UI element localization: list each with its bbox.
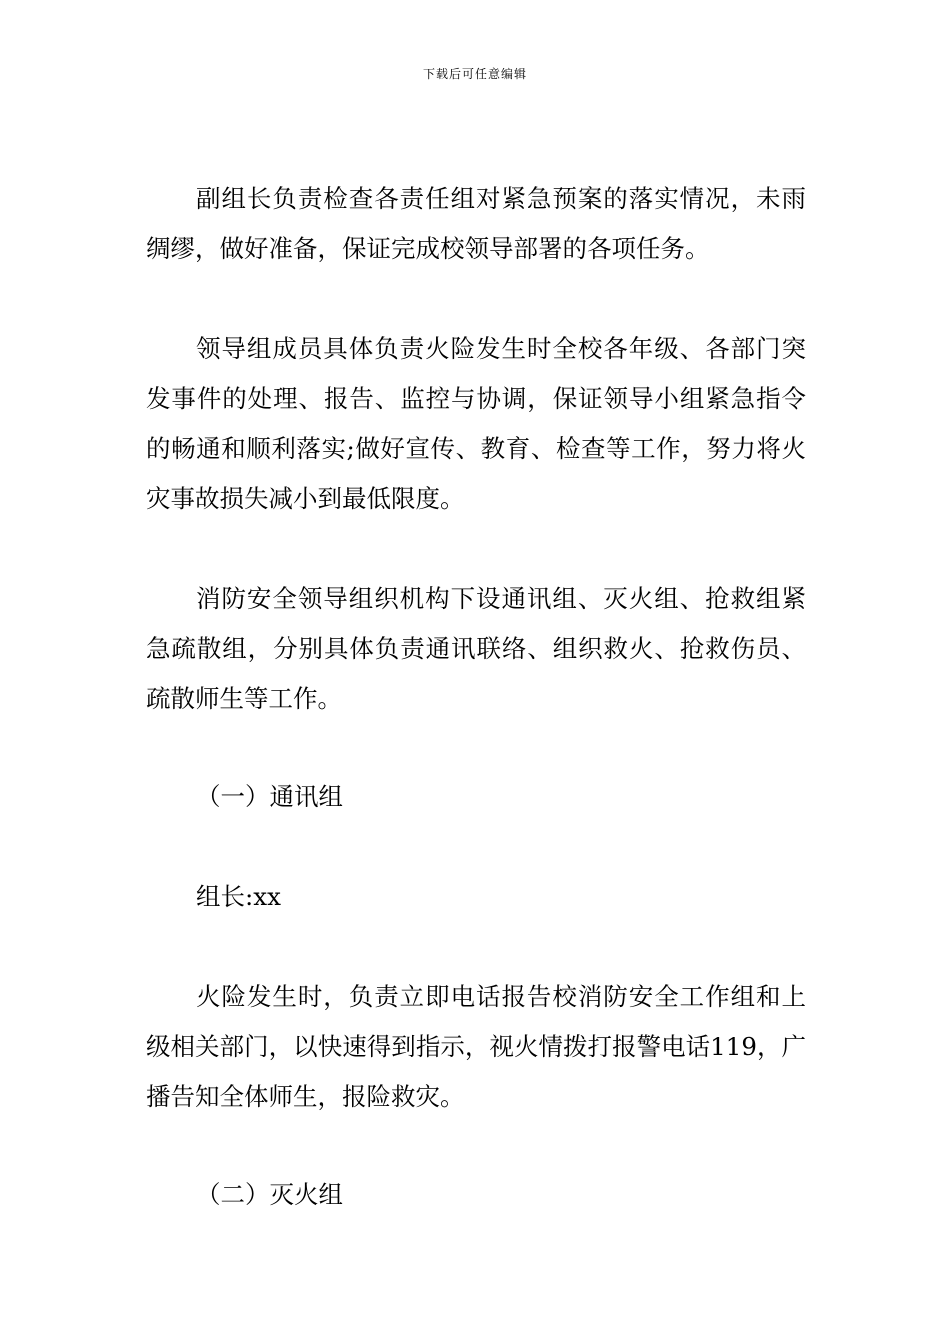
paragraph-leadership-members: 领导组成员具体负责火险发生时全校各年级、各部门突发事件的处理、报告、监控与协调，保证领导小组紧急指令的畅通和顺利落实;做好宣传、教育、检查等工作，努力将火灾事故损失减小到最低限度。 [146,334,806,513]
paragraph-deputy-leader: 副组长负责检查各责任组对紧急预案的落实情况，未雨绸缪，做好准备，保证完成校领导部署的各项任务。 [146,184,806,263]
section-heading-firefighting: （二）灭火组 [196,1180,343,1209]
section-heading-communication: （一）通讯组 [196,782,343,811]
paragraph-organization-structure: 消防安全领导组织机构下设通讯组、灭火组、抢救组紧急疏散组，分别具体负责通讯联络、组织救火、抢救伤员、疏散师生等工作。 [146,584,806,713]
paragraph-communication-duties: 火险发生时，负责立即电话报告校消防安全工作组和上级相关部门，以快速得到指示，视火情拨打报警电话119，广播告知全体师生，报险救灾。 [146,982,806,1111]
paragraph-group-leader: 组长:xx [196,882,281,911]
page-header: 下载后可任意编辑 [422,67,527,81]
